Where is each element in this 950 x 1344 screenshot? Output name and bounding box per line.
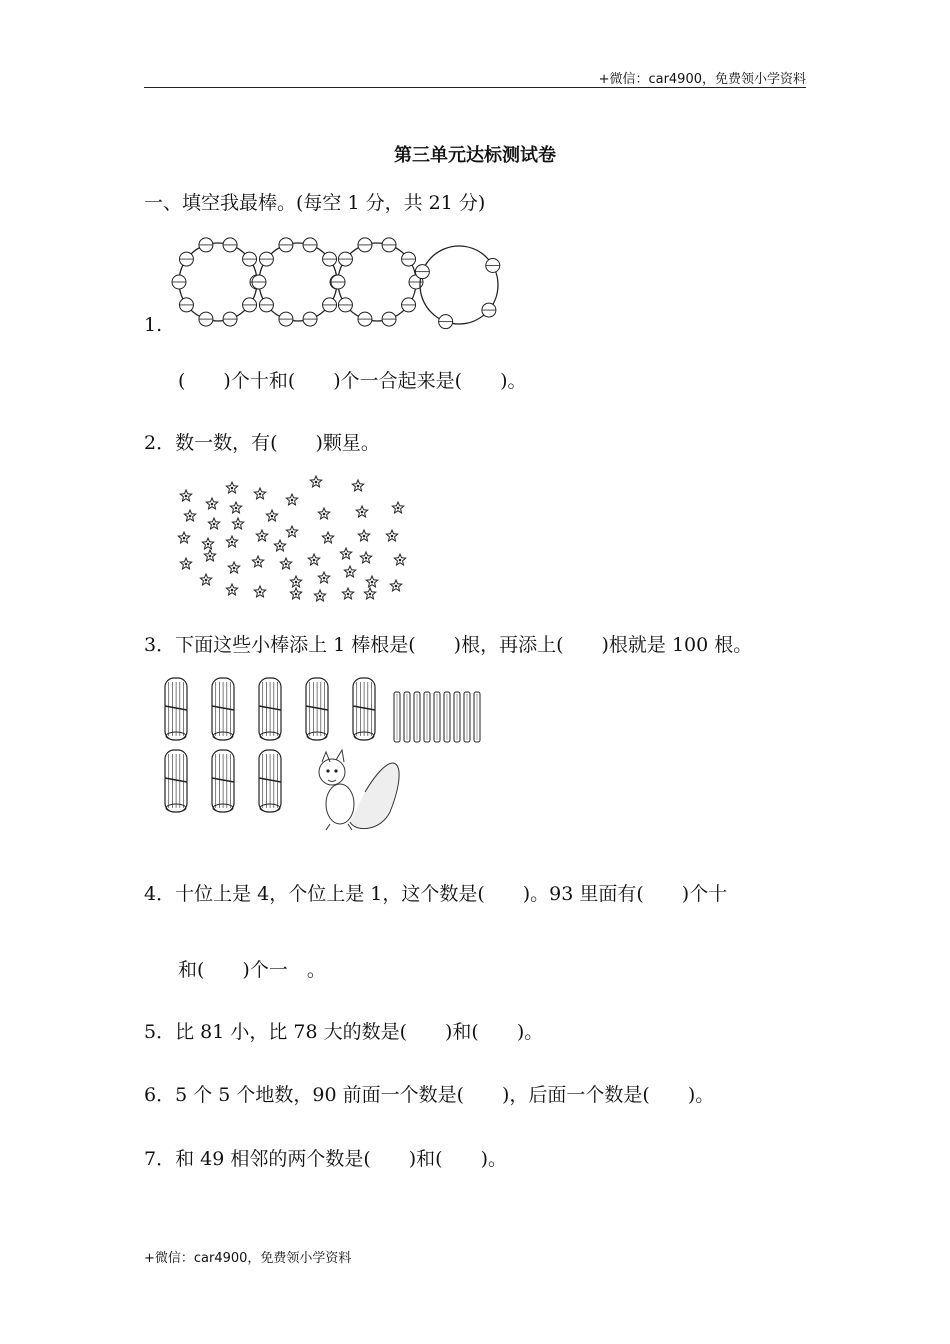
bead <box>482 303 496 317</box>
bead <box>279 238 293 252</box>
q4-line1: 4．十位上是 4，个位上是 1，这个数是( )。93 里面有( )个十 <box>144 883 728 905</box>
star <box>228 562 239 573</box>
star <box>266 510 277 521</box>
star <box>386 530 397 541</box>
bead <box>439 315 453 329</box>
star <box>280 558 291 569</box>
bead-ring <box>415 246 499 329</box>
bead-ring <box>172 238 264 326</box>
star <box>364 588 375 599</box>
star <box>290 588 301 599</box>
star <box>392 502 403 513</box>
bead <box>358 312 372 326</box>
stick-bundle <box>259 678 281 740</box>
star <box>342 588 353 599</box>
q7-text: 7．和 49 相邻的两个数是( )和( )。 <box>144 1148 507 1170</box>
single-stick <box>454 692 460 742</box>
star <box>204 550 215 561</box>
star <box>344 566 355 577</box>
star <box>226 482 237 493</box>
stars-figure <box>170 472 430 602</box>
bead <box>303 312 317 326</box>
q2-text: 2．数一数，有( )颗星。 <box>144 432 380 454</box>
q6-text: 6．5 个 5 个地数，90 前面一个数是( )，后面一个数是( )。 <box>144 1084 715 1106</box>
star <box>184 510 195 521</box>
single-stick <box>434 692 440 742</box>
star <box>252 556 263 567</box>
bead <box>402 252 416 266</box>
bead <box>199 238 213 252</box>
q4-line2: 和( )个一 。 <box>178 959 326 981</box>
star <box>286 494 297 505</box>
star <box>256 530 267 541</box>
bead <box>252 275 266 289</box>
page-title: 第三单元达标测试卷 <box>394 145 556 166</box>
single-stick <box>394 692 400 742</box>
bead <box>199 312 213 326</box>
bead <box>223 312 237 326</box>
bead <box>323 298 337 312</box>
star <box>226 584 237 595</box>
bead <box>172 275 186 289</box>
star <box>352 480 363 491</box>
star <box>286 526 297 537</box>
star <box>274 540 285 551</box>
stick-bundle <box>165 678 187 740</box>
star <box>308 554 319 565</box>
star <box>226 536 237 547</box>
bead <box>486 259 500 273</box>
header-rule <box>144 87 806 88</box>
bead <box>382 238 396 252</box>
single-stick <box>464 692 470 742</box>
sticks-figure <box>160 672 500 842</box>
star <box>180 490 191 501</box>
star <box>358 530 369 541</box>
bead <box>303 238 317 252</box>
star <box>232 518 243 529</box>
star <box>208 518 219 529</box>
star <box>290 576 301 587</box>
squirrel-picture <box>319 750 399 830</box>
star <box>180 558 191 569</box>
single-stick <box>444 692 450 742</box>
star <box>254 586 265 597</box>
bead <box>415 265 429 279</box>
bead <box>179 298 193 312</box>
stick-bundle <box>353 678 375 740</box>
bead <box>223 238 237 252</box>
bead <box>179 252 193 266</box>
star <box>394 554 405 565</box>
single-stick <box>474 692 480 742</box>
bead-ring <box>252 238 344 326</box>
star <box>314 590 325 601</box>
page-footer: +微信：car4900，免费领小学资料 <box>144 1251 352 1266</box>
stick-bundle <box>212 750 234 812</box>
q1-number: 1. <box>144 314 163 336</box>
bead <box>259 252 273 266</box>
star <box>230 502 241 513</box>
star <box>254 488 265 499</box>
bead <box>338 252 352 266</box>
bead <box>382 312 396 326</box>
bead <box>243 252 257 266</box>
star <box>206 498 217 509</box>
section-heading: 一、填空我最棒。(每空 1 分，共 21 分) <box>144 192 486 214</box>
bead <box>259 298 273 312</box>
stick-bundle <box>306 678 328 740</box>
q3-text: 3．下面这些小棒添上 1 棒根是( )根，再添上( )根就是 100 根。 <box>144 634 753 656</box>
single-stick <box>424 692 430 742</box>
star <box>318 572 329 583</box>
bead <box>402 298 416 312</box>
star <box>356 506 367 517</box>
star <box>390 580 401 591</box>
star <box>322 532 333 543</box>
single-stick <box>404 692 410 742</box>
single-stick <box>414 692 420 742</box>
q1-text: ( )个十和( )个一合起来是( )。 <box>178 370 527 392</box>
bead <box>323 252 337 266</box>
bead <box>331 275 345 289</box>
stick-bundle <box>165 750 187 812</box>
stick-bundle <box>259 750 281 812</box>
bead <box>243 298 257 312</box>
q5-text: 5．比 81 小，比 78 大的数是( )和( )。 <box>144 1021 544 1043</box>
page-header: +微信：car4900，免费领小学资料 <box>598 72 806 87</box>
bead <box>279 312 293 326</box>
bead-rings-figure <box>160 232 640 332</box>
bead <box>338 298 352 312</box>
bead-ring <box>331 238 423 326</box>
star <box>360 552 371 563</box>
star <box>318 508 329 519</box>
star <box>200 574 211 585</box>
star <box>178 532 189 543</box>
star <box>310 476 321 487</box>
star <box>340 548 351 559</box>
stick-bundle <box>212 678 234 740</box>
bead <box>358 238 372 252</box>
star <box>366 576 377 587</box>
star <box>202 538 213 549</box>
